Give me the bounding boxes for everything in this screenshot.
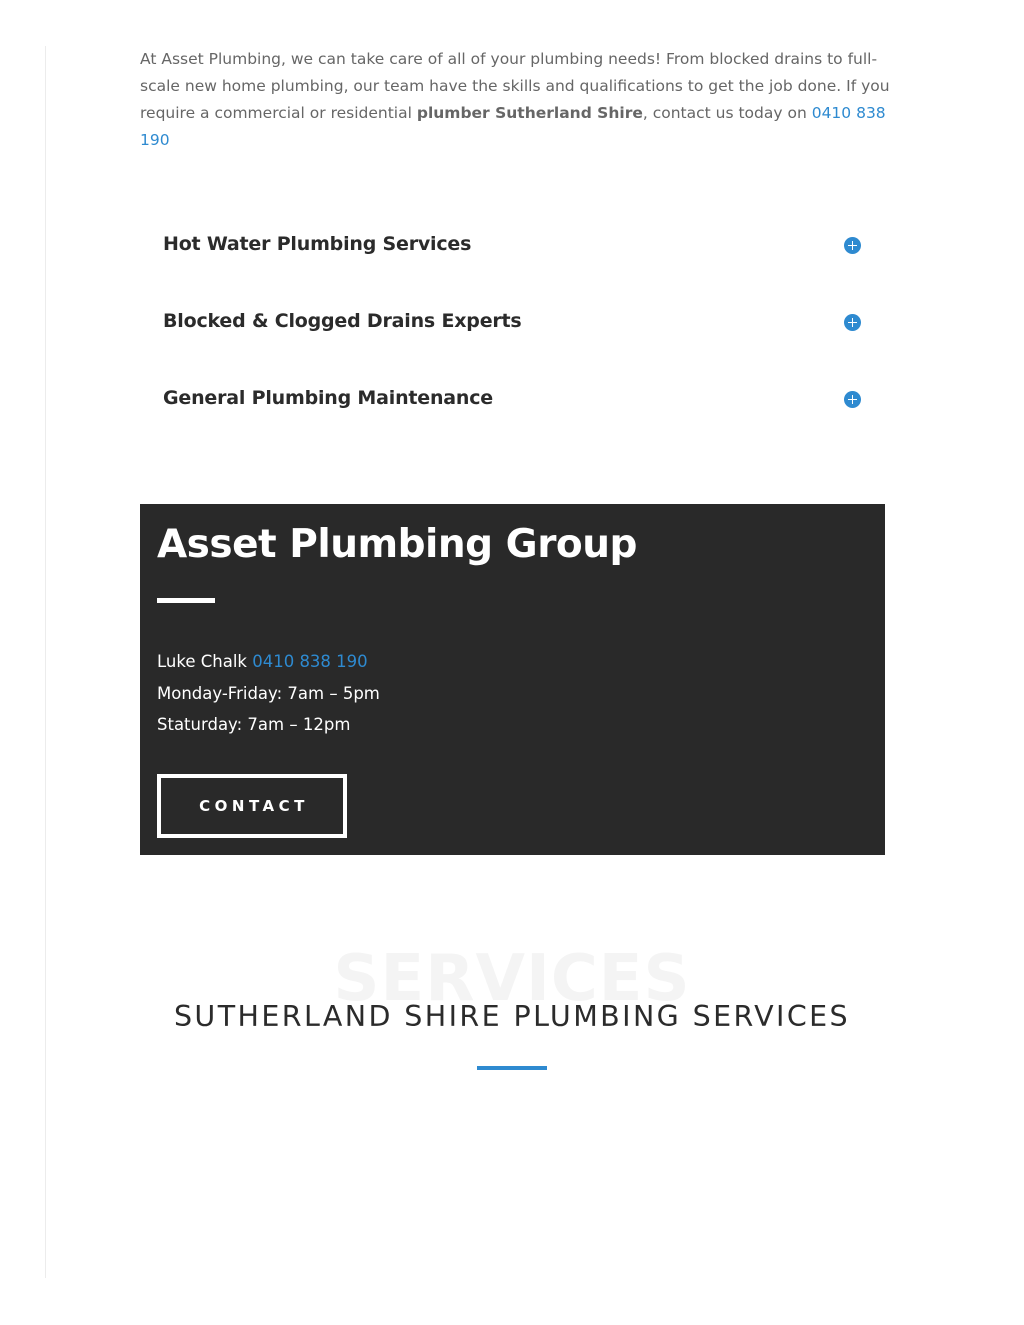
contact-button[interactable]: CONTACT bbox=[157, 774, 347, 838]
services-accordion bbox=[140, 205, 885, 436]
hours-saturday: Staturday: 7am – 12pm bbox=[157, 715, 351, 734]
hours-weekday: Monday-Friday: 7am – 5pm bbox=[157, 683, 380, 703]
contact-name: Luke Chalk bbox=[157, 652, 247, 671]
contact-phone-link[interactable]: 0410 838 190 bbox=[252, 652, 368, 671]
accordion-item-title: Hot Water Plumbing Services bbox=[163, 232, 472, 255]
intro-paragraph bbox=[140, 46, 890, 154]
plus-circle-icon[interactable] bbox=[844, 314, 861, 331]
contact-line bbox=[157, 646, 380, 678]
plus-circle-icon[interactable] bbox=[844, 237, 861, 254]
services-heading: SUTHERLAND SHIRE PLUMBING SERVICES bbox=[173, 1000, 851, 1033]
title-divider bbox=[157, 598, 215, 603]
intro-phone-link[interactable]: 0410 838 190 bbox=[140, 104, 886, 149]
plus-circle-icon[interactable] bbox=[844, 391, 861, 408]
intro-text-1: At Asset Plumbing, we can take care of all of your plumbing needs! From blocked drains to full-scale new home plumbing, our team have the skills and qualifications to get the job done. If you require a commercial or residential bbox=[140, 50, 890, 122]
accordion-item-title: Blocked & Clogged Drains Experts bbox=[163, 309, 522, 332]
accordion-item-blocked-drains[interactable] bbox=[140, 282, 885, 359]
accordion-item-title: General Plumbing Maintenance bbox=[163, 386, 493, 409]
accordion-item-hot-water[interactable] bbox=[140, 205, 885, 282]
contact-details bbox=[157, 646, 380, 741]
intro-text-2: , contact us today on bbox=[642, 104, 812, 122]
services-heading-underline bbox=[477, 1066, 547, 1070]
company-title: Asset Plumbing Group bbox=[157, 522, 637, 567]
services-ghost-text: SERVICES bbox=[333, 942, 691, 1016]
left-divider-line bbox=[45, 46, 46, 1278]
company-info-box bbox=[140, 504, 885, 855]
accordion-item-general-maintenance[interactable] bbox=[140, 359, 885, 436]
intro-strong-text: plumber Sutherland Shire bbox=[416, 104, 643, 122]
